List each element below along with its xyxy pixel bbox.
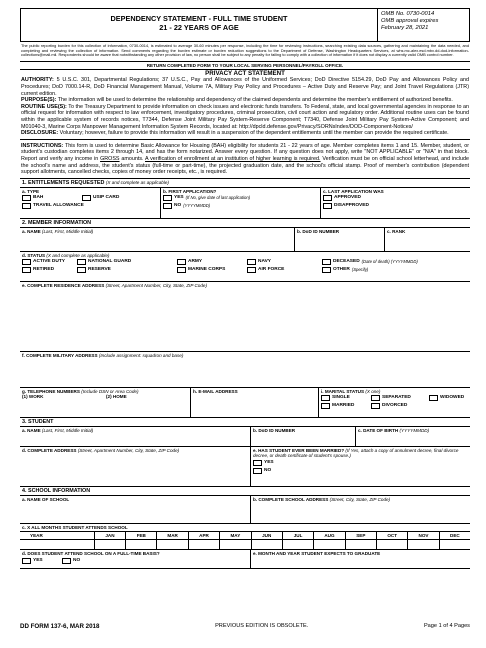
other-label: OTHER xyxy=(333,267,350,273)
months-label-row xyxy=(20,523,470,532)
routine-label: ROUTINE USE(S): xyxy=(21,103,67,110)
month-header-may: MAY xyxy=(219,532,250,539)
retired-checkbox[interactable] xyxy=(22,267,31,273)
army-option[interactable] xyxy=(177,258,247,266)
single-checkbox[interactable] xyxy=(321,395,330,401)
member-name-label xyxy=(22,229,93,234)
full-time-yes-label: YES xyxy=(33,558,43,564)
month-header-dec: DEC xyxy=(439,532,470,539)
month-entry-dec[interactable] xyxy=(439,540,470,549)
approved-option[interactable] xyxy=(323,194,468,202)
student-name-label xyxy=(22,428,93,433)
air-force-checkbox[interactable] xyxy=(247,267,256,273)
military-address-note: (Include assignment: squadron and base) xyxy=(98,352,184,358)
usip-label: USIP CARD xyxy=(93,195,120,201)
married-checkbox[interactable] xyxy=(321,403,330,409)
active-duty-label: ACTIVE DUTY xyxy=(33,259,65,265)
month-header-feb: FEB xyxy=(125,532,156,539)
section-4-header: 4. SCHOOL INFORMATION xyxy=(20,486,470,495)
student-married-label xyxy=(253,448,468,459)
member-name-field[interactable] xyxy=(20,228,294,251)
full-time-no-checkbox[interactable] xyxy=(62,558,71,564)
months-label: c. X ALL MONTHS STUDENT ATTENDS SCHOOL xyxy=(22,524,128,530)
full-time-yes-checkbox[interactable] xyxy=(22,558,31,564)
school-address-label-text: b. COMPLETE SCHOOL ADDRESS xyxy=(253,496,329,502)
residence-address-note: (Street, Apartment Number, City, State, ZIP Code) xyxy=(105,282,208,288)
first-app-no-label: NO xyxy=(174,203,182,209)
bah-option[interactable] xyxy=(22,194,82,202)
student-married-label-text: e. HAS STUDENT EVER BEEN MARRIED? xyxy=(253,447,345,453)
phone-email-marital-row xyxy=(20,387,470,417)
first-app-yes-label: YES xyxy=(174,195,184,201)
student-name-field[interactable] xyxy=(20,427,250,446)
section-1-note: (X and complete as applicable) xyxy=(105,179,169,185)
school-address-label xyxy=(253,497,390,502)
member-name-row xyxy=(20,227,470,251)
month-entry-feb[interactable] xyxy=(125,540,156,549)
national-guard-option[interactable] xyxy=(77,258,177,266)
travel-checkbox[interactable] xyxy=(22,203,31,209)
month-header-jan: JAN xyxy=(94,532,125,539)
month-header-apr: APR xyxy=(188,532,219,539)
widowed-option[interactable] xyxy=(429,394,464,402)
deceased-option[interactable] xyxy=(322,258,468,266)
omb-box xyxy=(377,9,469,42)
bah-checkbox[interactable] xyxy=(22,195,31,201)
first-app-yes-checkbox[interactable] xyxy=(163,195,172,201)
month-header-nov: NOV xyxy=(407,532,438,539)
month-entry-may[interactable] xyxy=(219,540,250,549)
member-rank-label: c. RANK xyxy=(387,228,406,234)
navy-label: NAVY xyxy=(258,259,271,265)
military-address-field[interactable] xyxy=(20,352,470,387)
telephone-note: (Include DSN or Area Code) xyxy=(81,388,139,394)
student-dob-field[interactable] xyxy=(355,427,470,446)
reserve-label: RESERVE xyxy=(88,267,111,273)
privacy-disclosure xyxy=(21,130,469,137)
student-address-label-text: d. COMPLETE ADDRESS xyxy=(22,447,77,453)
month-header-mar: MAR xyxy=(156,532,187,539)
purpose-label: PURPOSE(S): xyxy=(21,97,57,104)
married-label: MARRIED xyxy=(332,403,355,409)
school-name-label: a. NAME OF SCHOOL xyxy=(22,496,70,502)
member-status-row xyxy=(20,251,470,281)
disclosure-text: Voluntary; however, failure to provide this information will result in a suspension of the dependent entitlements until the member can provide the required certificate. xyxy=(59,130,449,137)
member-name-label-text: a. NAME xyxy=(22,228,41,234)
student-married-note: (If Yes, attach a copy of annulment decree, final divorce decree, or death certificate of student's spouse.) xyxy=(253,447,459,459)
month-header-jul: JUL xyxy=(282,532,313,539)
obsolete-notice: PREVIOUS EDITION IS OBSOLETE. xyxy=(215,623,309,629)
disapproved-label: DISAPPROVED xyxy=(334,203,369,209)
instructions-part2: amounts. xyxy=(119,155,146,162)
residence-address-field[interactable] xyxy=(20,282,470,351)
routine-text: To the Treasury Department to provide information on check issues and electronic funds transfers. To Federal, state, and local governmental agencies in response to an official request for information with respect to law enforcement, investigatory procedures, criminal prosecution, civil court action and regulatory order. Additional routine uses can be found within the applicable system of records notices, T7344, Defense Joint Military Pay System-Reserve Component; T7340, Defense Joint Military Pay System-Active Component; and M01040-3, Marine Corps Manpower Management Information System Records, located at: http://dpcld.defense.gov/Privacy/SORNsIndex/DOD-Component-Notices/ xyxy=(21,103,469,130)
month-header-sep: SEP xyxy=(345,532,376,539)
full-time-cell xyxy=(20,550,250,568)
graduation-field[interactable] xyxy=(250,550,470,568)
months-entry-row xyxy=(20,539,470,549)
student-dob-note: (YYYYMMDD) xyxy=(399,427,430,433)
full-time-yes[interactable] xyxy=(22,557,62,565)
marine-corps-checkbox[interactable] xyxy=(177,267,186,273)
student-married-no[interactable] xyxy=(253,467,468,475)
privacy-routine-use xyxy=(21,104,469,130)
military-address-label xyxy=(22,353,183,358)
residence-address-row xyxy=(20,281,470,351)
army-label: ARMY xyxy=(188,259,203,265)
student-address-row xyxy=(20,446,470,486)
school-name-field[interactable] xyxy=(20,496,250,523)
retired-option[interactable] xyxy=(22,266,77,274)
marital-status-label-text: i. MARITAL STATUS xyxy=(321,388,365,394)
disapproved-option[interactable] xyxy=(323,202,468,210)
last-application-label: c. LAST APPLICATION WAS xyxy=(323,188,384,194)
single-option[interactable] xyxy=(321,394,371,402)
full-time-label: d. DOES STUDENT ATTEND SCHOOL ON A FULL-TIME BASIS? xyxy=(22,551,160,557)
marital-status-note: (X one) xyxy=(365,388,381,394)
student-married-yes-checkbox[interactable] xyxy=(253,460,262,466)
month-header-oct: OCT xyxy=(376,532,407,539)
marine-corps-label: MARINE CORPS xyxy=(188,267,226,273)
form-header xyxy=(20,8,470,42)
month-entry-mar[interactable] xyxy=(156,540,187,549)
member-name-note: (Last, First, Middle Initial) xyxy=(41,228,94,234)
full-time-row xyxy=(20,549,470,569)
instructions-part1: This form is used to determine Basic Allowance for Housing (BAH) eligibility for students 21 - 22 years of age. Member completes items 1 and 15. Member, student, or student's custodian completes items 2 through 14, and has the form notarized. Answer every question. If any question does not apply, write "NOT APPLICABLE" or "N/A" in that block. Report and verify any income in xyxy=(21,142,469,162)
residence-address-label xyxy=(22,283,207,288)
air-force-option[interactable] xyxy=(247,266,322,274)
month-entry-sep[interactable] xyxy=(345,540,376,549)
school-address-field[interactable] xyxy=(250,496,470,523)
student-name-note: (Last, First, Middle Initial) xyxy=(41,427,94,433)
first-app-yes[interactable] xyxy=(163,194,318,202)
navy-option[interactable] xyxy=(247,258,322,266)
divorced-option[interactable] xyxy=(371,402,407,410)
email-field[interactable] xyxy=(190,388,318,417)
months-header xyxy=(20,531,470,539)
deceased-label: DECEASED xyxy=(333,259,360,265)
student-dob-label-text: c. DATE OF BIRTH xyxy=(358,427,399,433)
authority-text: 5 U.S.C. 301, Departmental Regulations; 37 U.S.C., Pay and Allowances of the Uniformed Services; DoD Directive 5154.29, DoD Pay and Allowances Policy and Procedures; DoD 7000.14-R, DoD Financial Management Manual, Volume 7A, Military Pay Policy and Procedures – Active Duty and Reserve Pay; and Joint Travel Regulations (JTR) current edition. xyxy=(21,77,470,97)
section-2-header: 2. MEMBER INFORMATION xyxy=(20,218,470,227)
usip-option[interactable] xyxy=(82,194,119,202)
separated-checkbox[interactable] xyxy=(371,395,380,401)
instructions-label: INSTRUCTIONS: xyxy=(21,142,64,149)
month-entry-apr[interactable] xyxy=(188,540,219,549)
member-status-cell xyxy=(20,252,470,281)
divorced-label: DIVORCED xyxy=(382,403,408,409)
month-header-aug: AUG xyxy=(313,532,344,539)
deceased-checkbox[interactable] xyxy=(322,259,331,265)
omb-approval: OMB approval expires xyxy=(381,18,439,24)
active-duty-checkbox[interactable] xyxy=(22,259,31,265)
student-address-field[interactable] xyxy=(20,447,250,486)
telephone-cell xyxy=(20,388,190,417)
instructions-gross: GROSS xyxy=(100,155,120,162)
reserve-checkbox[interactable] xyxy=(77,267,86,273)
marine-corps-option[interactable] xyxy=(177,266,247,274)
student-address-note: (Street, Apartment Number, City, State, ZIP Code) xyxy=(77,447,180,453)
burden-statement: The public reporting burden for this collection of information, 0730-0014, is estimated to average 30-60 minutes per response, including the time for reviewing instructions, searching existing data sources, gathering and maintaining the data needed, and completing and reviewing the collection of information. Send comments regarding the burden estimate or burden reduction suggestions to the Department of Defense, Washington Headquarters Services, at whs.mc-alex.esd.mbx.dd-dod-information-collections@mail.mil. Respondents should be aware that notwithstanding any other provision of law, no person shall be subject to any penalty for failing to comply with a collection of information if it does not display a currently valid OMB control number. xyxy=(21,43,469,58)
full-time-no[interactable] xyxy=(62,557,80,565)
other-checkbox[interactable] xyxy=(322,267,331,273)
widowed-label: WIDOWED xyxy=(440,395,465,401)
month-entry-nov[interactable] xyxy=(407,540,438,549)
national-guard-checkbox[interactable] xyxy=(77,259,86,265)
month-entry-jun[interactable] xyxy=(251,540,282,549)
form-title-line2: 21 - 22 YEARS OF AGE xyxy=(159,23,239,32)
travel-label: TRAVEL ALLOWANCE xyxy=(33,203,84,209)
member-status-note: (X and complete as applicable) xyxy=(46,252,110,258)
omb-date: February 28, 2021 xyxy=(381,25,429,31)
travel-option[interactable] xyxy=(22,202,158,210)
approved-checkbox[interactable] xyxy=(323,195,332,201)
section-1-header xyxy=(20,178,470,187)
widowed-checkbox[interactable] xyxy=(429,395,438,401)
month-header-year: YEAR xyxy=(30,533,43,539)
marital-status-cell xyxy=(318,388,470,417)
section-3-header: 3. STUDENT xyxy=(20,417,470,426)
section-1-title: 1. ENTITLEMENTS REQUESTED xyxy=(22,179,105,186)
army-checkbox[interactable] xyxy=(177,259,186,265)
work-phone-field[interactable]: (1) WORK xyxy=(22,394,44,400)
student-married-cell xyxy=(250,447,470,486)
reserve-option[interactable] xyxy=(77,266,177,274)
disapproved-checkbox[interactable] xyxy=(323,203,332,209)
last-application-cell xyxy=(320,188,470,218)
omb-number: OMB No. 0730-0014 xyxy=(381,11,435,17)
military-address-label-text: f. COMPLETE MILITARY ADDRESS xyxy=(22,352,98,358)
month-header-jun: JUN xyxy=(251,532,282,539)
married-option[interactable] xyxy=(321,402,371,410)
separated-label: SEPARATED xyxy=(382,395,411,401)
approved-label: APPROVED xyxy=(334,195,361,201)
full-time-no-label: NO xyxy=(73,558,81,564)
other-option[interactable] xyxy=(322,266,468,274)
national-guard-label: NATIONAL GUARD xyxy=(88,259,132,265)
student-married-yes-label: YES xyxy=(264,460,274,466)
separated-option[interactable] xyxy=(371,394,429,402)
telephone-label-text: g. TELEPHONE NUMBERS xyxy=(22,388,80,394)
months-label-cell xyxy=(20,524,470,532)
retired-label: RETIRED xyxy=(33,267,55,273)
month-entry-oct[interactable] xyxy=(376,540,407,549)
student-dod-id-label: b. DoD ID NUMBER xyxy=(253,427,296,433)
single-label: SINGLE xyxy=(332,395,350,401)
email-label: h. E-MAIL ADDRESS xyxy=(193,388,238,394)
page-number: Page 1 of 4 Pages xyxy=(423,623,470,629)
form-title xyxy=(21,14,377,32)
student-dod-id-field[interactable] xyxy=(250,427,355,446)
usip-checkbox[interactable] xyxy=(82,195,91,201)
first-app-yes-note: (If No, give date of last application) xyxy=(185,195,251,201)
type-cell xyxy=(20,188,160,218)
student-married-yes[interactable] xyxy=(253,459,468,467)
month-entry-jan[interactable] xyxy=(94,540,125,549)
air-force-label: AIR FORCE xyxy=(258,267,285,273)
month-entry-jul[interactable] xyxy=(282,540,313,549)
authority-label: AUTHORITY: xyxy=(21,77,54,84)
first-app-no-checkbox[interactable] xyxy=(163,203,172,209)
graduation-label: e. MONTH AND YEAR STUDENT EXPECTS TO GRADUATE xyxy=(253,551,381,557)
form-footer xyxy=(20,623,470,630)
entitlements-row xyxy=(20,187,470,218)
student-married-no-checkbox[interactable] xyxy=(253,468,262,474)
first-app-no[interactable] xyxy=(163,202,318,210)
student-name-row xyxy=(20,426,470,446)
first-application-label: b. FIRST APPLICATION? xyxy=(163,188,217,194)
purpose-text: The information will be used to determine the relationship and dependency of the claimed dependents and determine the member's entitlement of authorized benefits. xyxy=(57,97,453,104)
military-address-row xyxy=(20,351,470,387)
student-name-label-text: a. NAME xyxy=(22,427,41,433)
form-title-line1: DEPENDENCY STATEMENT - FULL TIME STUDENT xyxy=(110,14,288,23)
student-address-label xyxy=(22,448,179,453)
disclosure-label: DISCLOSURE: xyxy=(21,130,59,137)
month-entry-year[interactable] xyxy=(20,540,94,549)
instructions-verification: A verification of enrollment at an institution of higher learning is required. xyxy=(145,155,321,162)
privacy-title: PRIVACY ACT STATEMENT xyxy=(205,69,285,77)
first-app-no-note: (YYYYMMDD) xyxy=(183,203,211,209)
instructions-part3: Verification must be on official school letterhead, and include the school's name and address, the student's status (full-time or part-time), the projected graduation date, and the school's official stamp. Proof of member's contribution (dependent support allotments, cancelled checks, copies of money order receipts, etc., is required. xyxy=(21,155,469,176)
member-dod-id-field[interactable] xyxy=(294,228,384,251)
school-name-row xyxy=(20,495,470,523)
member-status-label-text: d. STATUS xyxy=(22,252,46,258)
form-number: DD FORM 137-6, MAR 2018 xyxy=(20,623,100,630)
month-entry-aug[interactable] xyxy=(313,540,344,549)
member-rank-field[interactable] xyxy=(384,228,470,251)
privacy-authority xyxy=(21,77,469,97)
instructions xyxy=(20,139,470,178)
student-married-no-label: NO xyxy=(264,468,272,474)
other-note: (Specify) xyxy=(351,267,369,273)
home-phone-field[interactable]: (2) HOME xyxy=(106,394,127,400)
deceased-note: (Date of death) (YYYYMMDD) xyxy=(361,259,418,265)
bah-label: BAH xyxy=(33,195,44,201)
student-dob-label xyxy=(358,428,429,433)
divorced-checkbox[interactable] xyxy=(371,403,380,409)
return-instruction: RETURN COMPLETED FORM TO YOUR LOCAL SERVING PERSONNEL/PAYROLL OFFICE. xyxy=(20,61,470,70)
member-dod-id-label: b. DoD ID NUMBER xyxy=(297,228,340,234)
residence-address-label-text: e. COMPLETE RESIDENCE ADDRESS xyxy=(22,282,105,288)
navy-checkbox[interactable] xyxy=(247,259,256,265)
privacy-act-statement xyxy=(20,70,470,139)
type-label: a. TYPE xyxy=(22,188,40,194)
active-duty-option[interactable] xyxy=(22,258,77,266)
privacy-purpose xyxy=(21,97,469,104)
form-page xyxy=(20,8,470,569)
first-application-cell xyxy=(160,188,320,218)
school-address-note: (Street, City, State, ZIP Code) xyxy=(329,496,391,502)
